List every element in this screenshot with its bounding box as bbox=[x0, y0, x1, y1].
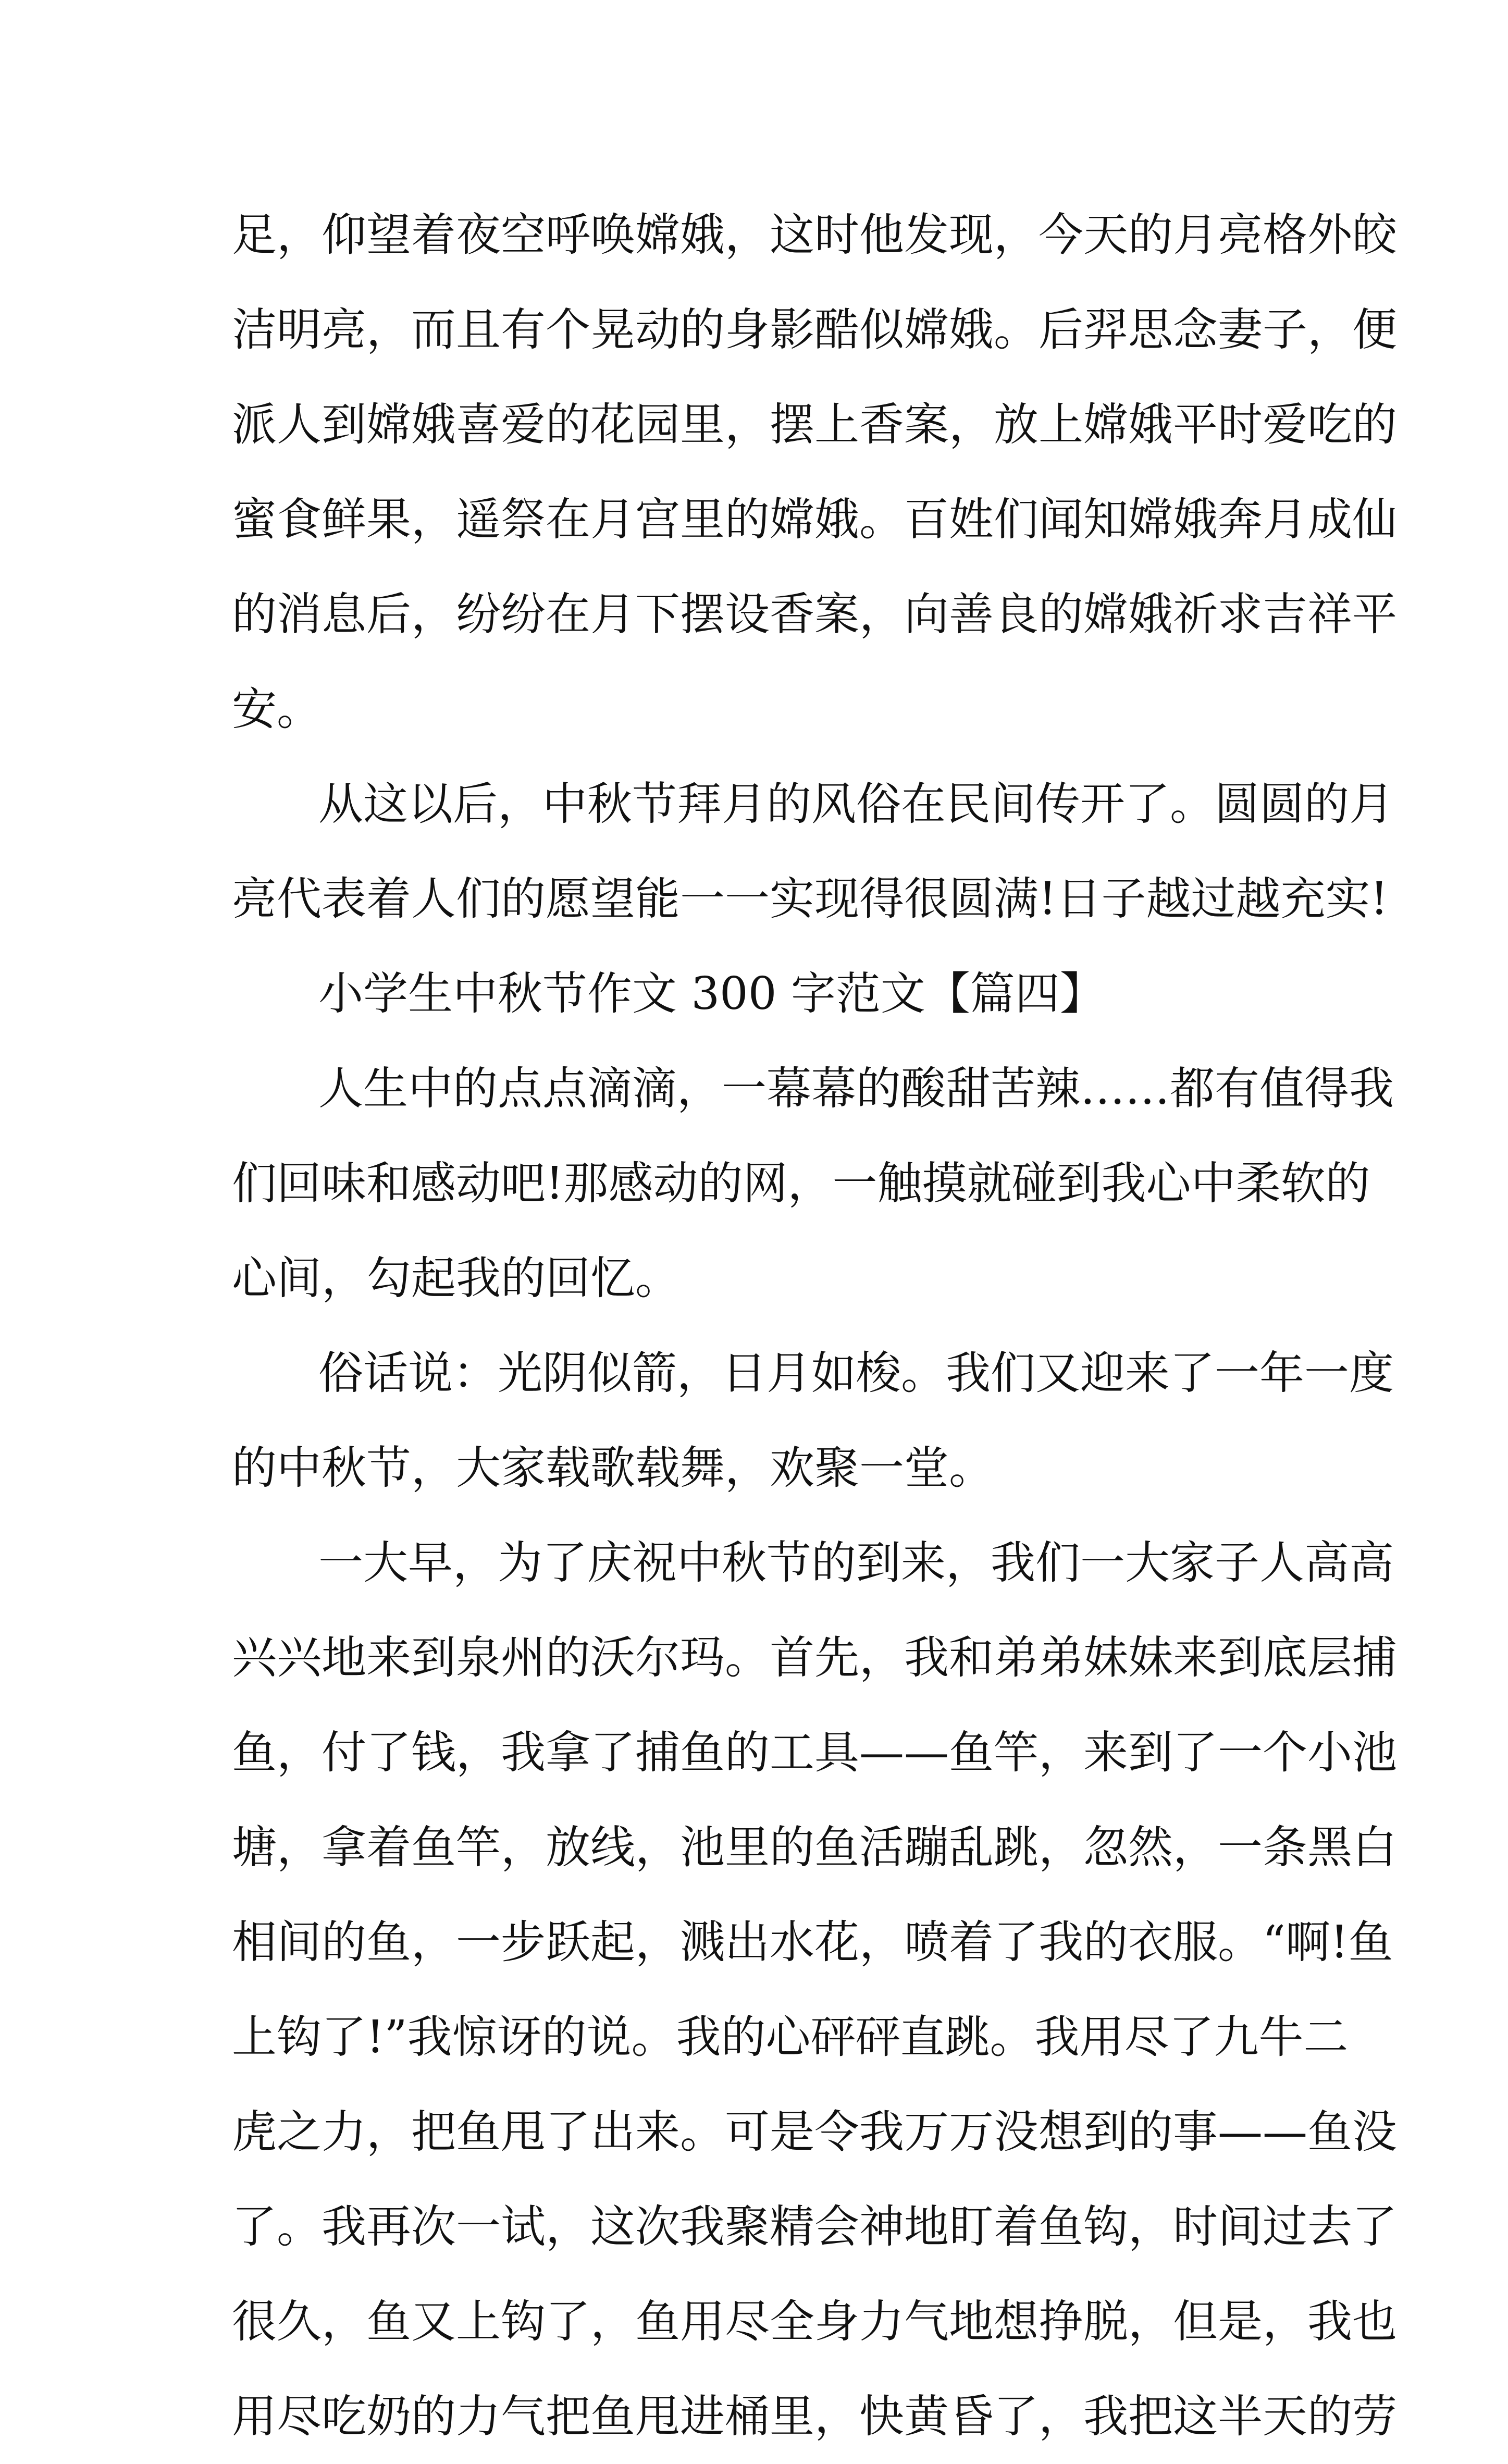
text-line: 的消息后，纷纷在月下摆设香案，向善良的嫦娥祈求吉祥平 bbox=[232, 588, 1397, 640]
paragraph-first-line: 从这以后，中秋节拜月的风俗在民间传开了。圆圆的月 bbox=[318, 778, 1394, 830]
text-line: 兴兴地来到泉州的沃尔玛。首先，我和弟弟妹妹来到底层捕 bbox=[232, 1632, 1397, 1684]
text-line: 塘，拿着鱼竿，放线，池里的鱼活蹦乱跳，忽然，一条黑白 bbox=[232, 1821, 1397, 1874]
text-line: 相间的鱼，一步跃起，溅出水花，喷着了我的衣服。“啊!鱼 bbox=[232, 1916, 1393, 1968]
text-line: 们回味和感动吧!那感动的网，一触摸就碰到我心中柔软的 bbox=[232, 1157, 1370, 1210]
body-text bbox=[232, 188, 1397, 2464]
section-heading: 小学生中秋节作文 300 字范文【篇四】 bbox=[318, 968, 1105, 1020]
text-line: 上钩了!”我惊讶的说。我的心砰砰直跳。我用尽了九牛二 bbox=[232, 2011, 1349, 2063]
text-line: 用尽吃奶的力气把鱼甩进桶里，快黄昏了，我把这半天的劳 bbox=[232, 2391, 1397, 2443]
text-line: 了。我再次一试，这次我聚精会神地盯着鱼钩，时间过去了 bbox=[232, 2201, 1397, 2253]
text-line: 虎之力，把鱼甩了出来。可是令我万万没想到的事——鱼没 bbox=[232, 2106, 1397, 2158]
text-line: 的中秋节，大家载歌载舞，欢聚一堂。 bbox=[232, 1442, 994, 1494]
text-line: 很久，鱼又上钩了，鱼用尽全身力气地想挣脱，但是，我也 bbox=[232, 2296, 1397, 2348]
paragraph-first-line: 一大早，为了庆祝中秋节的到来，我们一大家子人高高 bbox=[318, 1537, 1394, 1589]
text-line: 亮代表着人们的愿望能一一实现得很圆满!日子越过越充实! bbox=[232, 873, 1389, 925]
text-line: 足，仰望着夜空呼唤嫦娥，这时他发现，今天的月亮格外皎 bbox=[232, 209, 1397, 261]
paragraph-first-line: 人生中的点点滴滴，一幕幕的酸甜苦辣……都有值得我 bbox=[318, 1063, 1394, 1115]
text-line: 鱼，付了钱，我拿了捕鱼的工具——鱼竿，来到了一个小池 bbox=[232, 1727, 1397, 1779]
paragraph-first-line: 俗话说：光阴似箭，日月如梭。我们又迎来了一年一度 bbox=[318, 1347, 1394, 1399]
text-line: 洁明亮，而且有个晃动的身影酷似嫦娥。后羿思念妻子，便 bbox=[232, 304, 1397, 356]
text-line: 蜜食鲜果，遥祭在月宫里的嫦娥。百姓们闻知嫦娥奔月成仙 bbox=[232, 494, 1397, 546]
text-line: 派人到嫦娥喜爱的花园里，摆上香案，放上嫦娥平时爱吃的 bbox=[232, 399, 1397, 451]
text-line: 心间，勾起我的回忆。 bbox=[232, 1252, 680, 1304]
text-line: 安。 bbox=[232, 683, 322, 735]
